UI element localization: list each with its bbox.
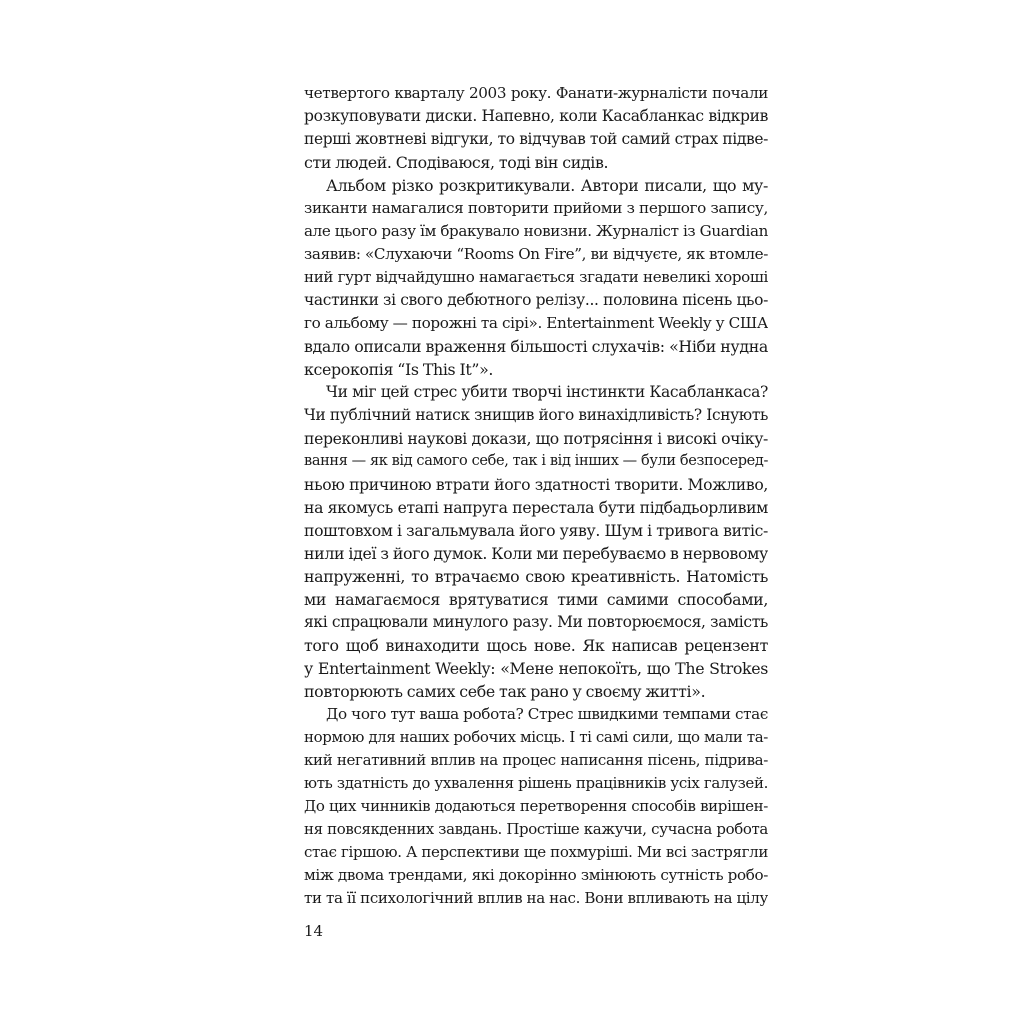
- text-line: сти людей. Сподіваюся, тоді він сидів.: [304, 153, 609, 172]
- page-number: 14: [304, 922, 324, 940]
- text-line: ня повсякденних завдань. Простіше кажучи, сучасна робота: [304, 820, 768, 838]
- text-line: частинки зі свого дебютного релізу... половина пісень цьо-: [304, 291, 768, 309]
- text-line: ми намагаємося врятуватися тими самими способами,: [304, 590, 768, 609]
- paragraph: [304, 174, 768, 381]
- text-line: переконливі наукові докази, що потрясіння і високі очіку-: [304, 429, 768, 448]
- paragraph: [304, 703, 768, 910]
- text-line: ксерокопія “Is This It”».: [304, 360, 494, 379]
- text-line: між двома трендами, які докорінно змінюють сутність робо-: [304, 866, 768, 884]
- text-line: Чи міг цей стрес убити творчі інстинкти Касабланкаса?: [326, 383, 768, 401]
- text-line: стає гіршою. А перспективи ще похмуріші. Ми всі застрягли: [304, 843, 768, 861]
- text-line: До цих чинників додаються перетворення способів вирішен-: [304, 797, 768, 815]
- text-line: напруженні, то втрачаємо свою креативність. Натомість: [304, 567, 768, 586]
- text-line: кий негативний вплив на процес написання пісень, підрива-: [304, 751, 768, 769]
- text-line: заявив: «Слухаючи “Rooms On Fire”, ви відчуєте, як втомле-: [304, 245, 768, 263]
- text-line: поштовхом і загальмувала його уяву. Шум і тривога витіс-: [304, 521, 768, 540]
- text-line: До чого тут ваша робота? Стрес швидкими темпами стає: [326, 705, 768, 723]
- text-line: го альбому — порожні та сірі». Entertainment Weekly у США: [304, 314, 768, 332]
- paragraph: [304, 82, 768, 174]
- text-line: ний гурт відчайдушно намагається згадати невеликі хороші: [304, 268, 768, 286]
- text-line: Чи публічний натиск знищив його винахідливість? Існують: [304, 406, 768, 424]
- paragraph: [304, 381, 768, 703]
- text-line: у Entertainment Weekly: «Мене непокоїть, що The Strokes: [304, 659, 768, 678]
- text-line: вання — як від самого себе, так і від інших — були безпосеред-: [304, 453, 768, 469]
- text-line: ньою причиною втрати його здатності творити. Можливо,: [304, 475, 768, 494]
- text-line: які спрацювали минулого разу. Ми повторюємося, замість: [304, 613, 768, 631]
- text-line: нормою для наших робочих місць. І ті самі сили, що мали та-: [304, 728, 768, 746]
- body-text: [304, 82, 768, 910]
- text-line: на якомусь етапі напруга перестала бути підбадьорливим: [304, 498, 768, 517]
- text-line: ють здатність до ухвалення рішень працівників усіх галузей.: [304, 774, 768, 792]
- text-line: перші жовтневі відгуки, то відчував той самий страх підве-: [304, 130, 768, 148]
- text-line: Альбом різко розкритикували. Автори писали, що му-: [326, 176, 768, 195]
- text-line: розкуповувати диски. Напевно, коли Касабланкас відкрив: [304, 107, 768, 125]
- text-line: але цього разу їм бракувало новизни. Журналіст із Guardian: [304, 222, 768, 240]
- text-line: зиканти намагалися повторити прийоми з першого запису,: [304, 199, 768, 217]
- text-line: четвертого кварталу 2003 року. Фанати-журналісти почали: [304, 84, 768, 102]
- text-line: повторюють самих себе так рано у своєму житті».: [304, 682, 706, 701]
- text-line: нили ідеї з його думок. Коли ми перебуваємо в нервовому: [304, 544, 768, 563]
- text-line: ти та її психологічний вплив на нас. Вони впливають на цілу: [304, 889, 768, 907]
- text-line: того щоб винаходити щось нове. Як написав рецензент: [304, 636, 768, 655]
- text-line: вдало описали враження більшості слухачів: «Ніби нудна: [304, 337, 768, 356]
